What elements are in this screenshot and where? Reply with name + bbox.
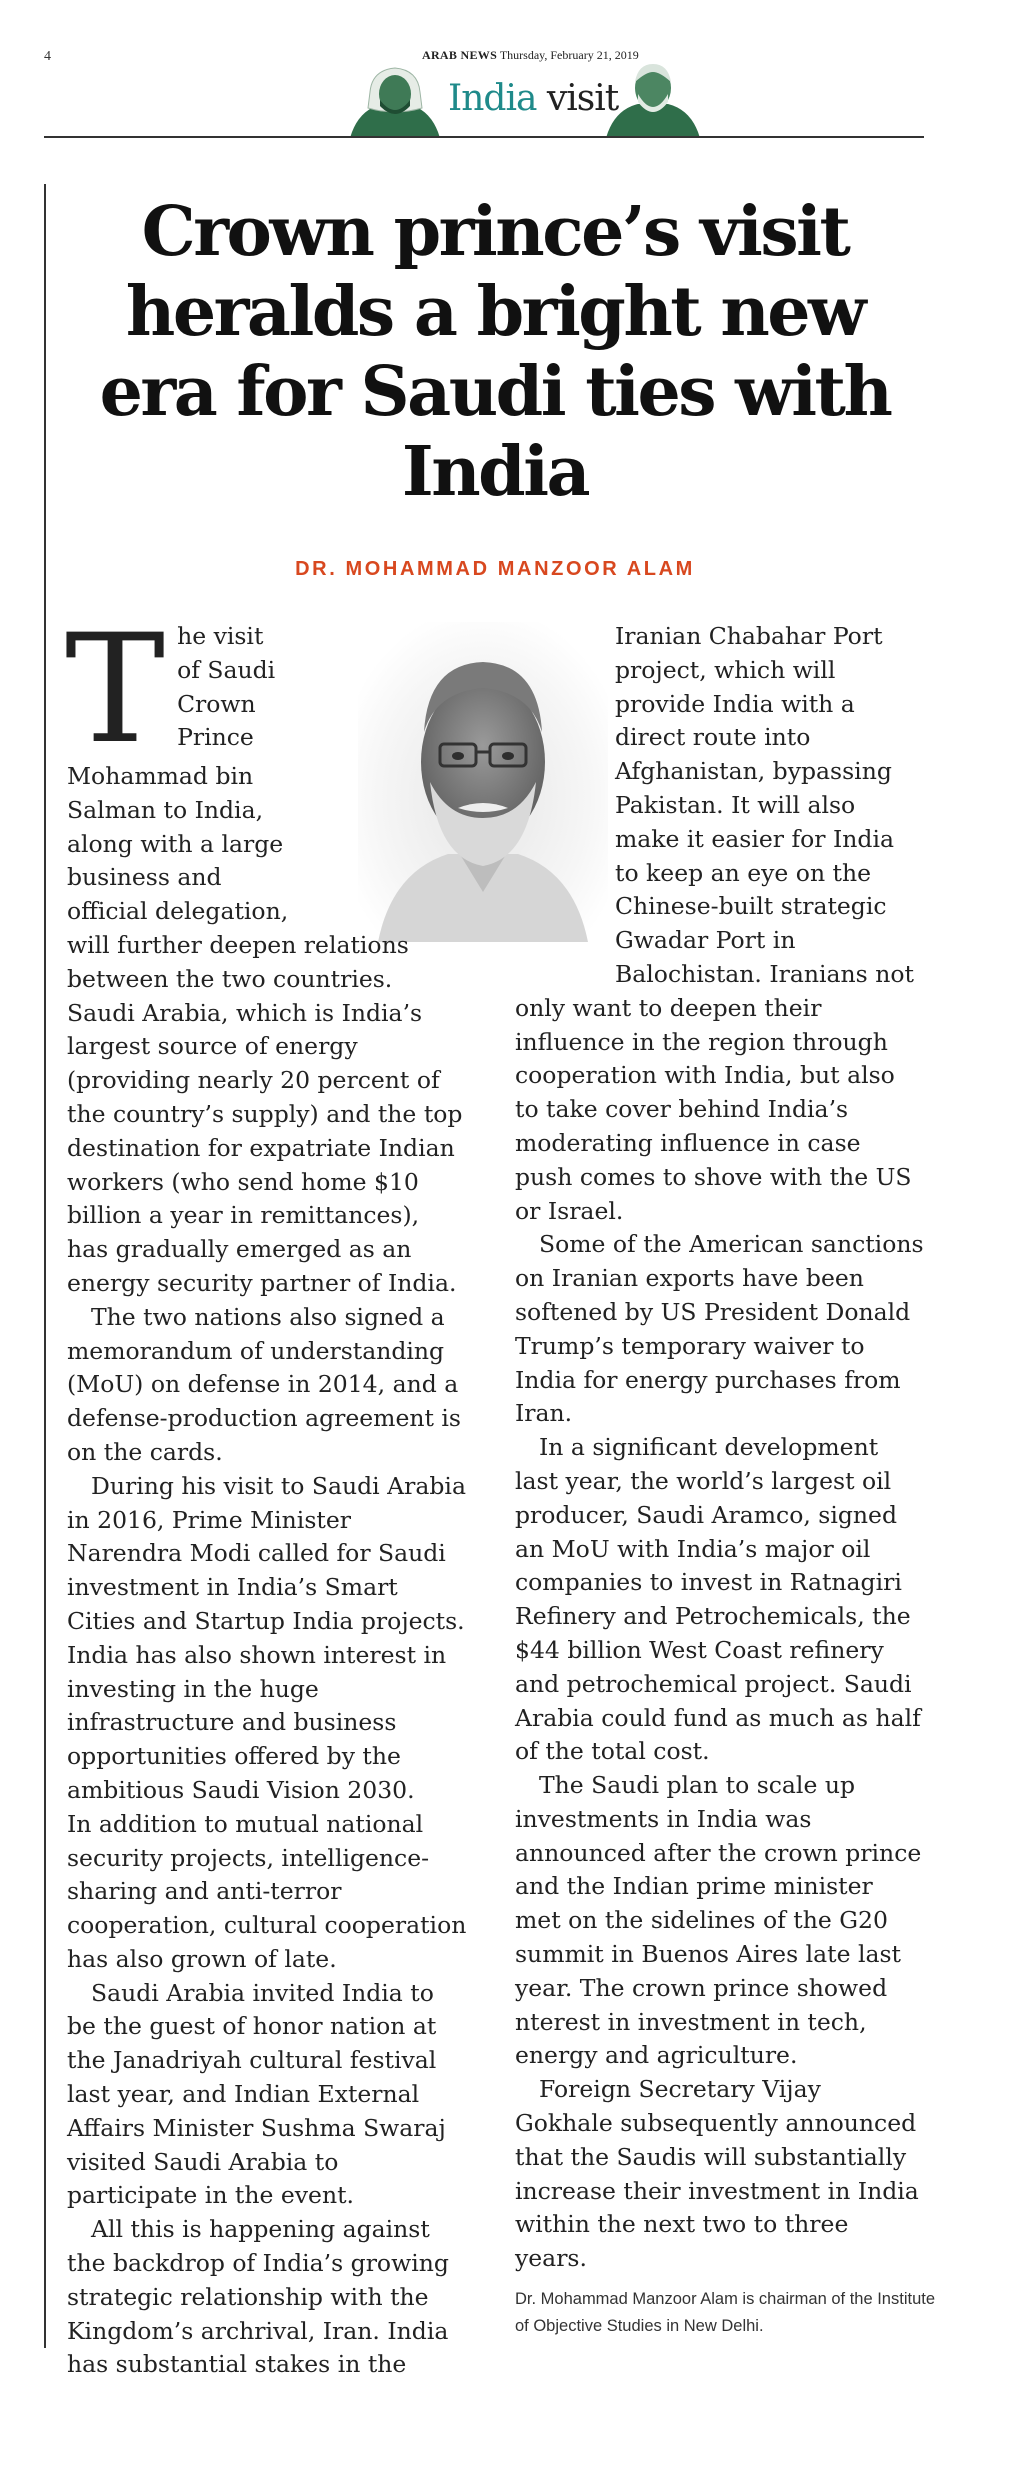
- paragraph: During his visit to Saudi Arabia in 2016, Prime Minister Narendra Modi called for Saudi investment in India’s Smart Cities and Startup India projects. India has also shown interest in investing in the huge infrastructure and business opportunities offered by the ambitious Saudi Vision 2030.: [67, 1471, 466, 1804]
- section-title-visit: visit: [546, 78, 619, 119]
- masthead-rule: [44, 136, 924, 138]
- section-title: [448, 78, 618, 119]
- paragraph: Foreign Secretary Vijay Gokhale subsequently announced that the Saudis will substantially increase their investment in India within the next two to three years.: [515, 2075, 919, 2273]
- paragraph: Iranian Chabahar Port project, which will provide India with a direct route into Afghanistan, bypassing Pakistan. It will also make it easier for India to keep an eye on the Chinese-built strategic Gwadar Port in Balochistan. Iranians not only want to deepen their influence in the region through cooperation with India, but also to take cover behind India’s moderating influence in case push comes to shove with the US or Israel.: [515, 622, 914, 1225]
- paragraph: All this is happening against the backdrop of India’s growing strategic relationship with the Kingdom’s archrival, Iran. India has substantial stakes in the: [67, 2215, 449, 2379]
- paragraph: The two nations also signed a memorandum of understanding (MoU) on defense in 2014, and a defense-production agreement is on the cards.: [67, 1302, 461, 1466]
- paragraph: In a significant development last year, the world’s largest oil producer, Saudi Aramco, signed an MoU with India’s major oil companies to invest in Ratnagiri Refinery and Petrochemicals, the $44 billion West Coast refinery and petrochemical project. Saudi Arabia could fund as much as half of the total cost.: [515, 1433, 921, 1766]
- crown-prince-portrait-icon: [340, 62, 450, 138]
- paragraph: Saudi Arabia invited India to be the guest of honor nation at the Janadriyah cultural festival last year, and Indian External Affairs Minister Sushma Swaraj visited Saudi Arabia to participate in the event.: [67, 1978, 446, 2210]
- byline: DR. MOHAMMAD MANZOOR ALAM: [295, 558, 695, 580]
- headline: Crown prince’s visit heralds a bright new era for Saudi ties with India: [99, 192, 891, 512]
- paragraph: Some of the American sanctions on Iranian exports have been softened by US President Donald Trump’s temporary waiver to India for energy purchases from Iran.: [515, 1230, 924, 1428]
- column-rule: [44, 184, 46, 2348]
- drop-cap: T: [65, 603, 166, 777]
- article-column-2: [515, 620, 925, 2276]
- prime-minister-portrait-icon: [598, 58, 708, 138]
- section-title-india: India: [448, 78, 537, 119]
- paragraph: The Saudi plan to scale up investments in India was announced after the crown prince and the Indian prime minister met on the sidelines of the G20 summit in Buenos Aires late last year. The crown prince showed nterest in investment in tech, energy and agriculture.: [515, 1771, 922, 2070]
- paper-name: ARAB NEWS: [422, 48, 498, 62]
- page-number: 4: [44, 49, 51, 64]
- photo-space: [299, 620, 477, 928]
- article-column-1: [65, 603, 467, 2382]
- section-masthead: [330, 44, 690, 138]
- paragraph: In addition to mutual national security projects, intelligence-sharing and anti-terror cooperation, cultural cooperation has also grown of late.: [67, 1809, 467, 1973]
- paragraph: he visit of Saudi Crown Prince Mohammad bin Salman to India, along with a large business and official delegation, will further deepen relations between the two countries. Saudi Arabia, which is India’s largest source of energy (providing nearly 20 percent of the country’s supply) and the top destination for expatriate Indian workers (who send home $10 billion a year in remittances), has gradually emerged as an energy security partner of India.: [67, 622, 463, 1297]
- author-bio: Dr. Mohammad Manzoor Alam is chairman of the Institute of Objective Studies in New Delhi.: [515, 2290, 936, 2335]
- issue-date: Thursday, February 21, 2019: [499, 48, 639, 62]
- photo-space: [507, 620, 615, 980]
